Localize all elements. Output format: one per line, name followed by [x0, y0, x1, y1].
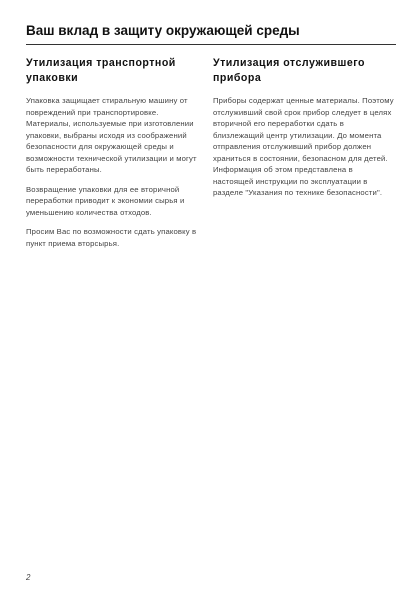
paragraph-packaging-3: Просим Вас по возможности сдать упаковку в пункт приема вторсырья. [26, 227, 197, 248]
section-heading-packaging: Утилизация транспортной упаковки [26, 57, 176, 84]
page-number: 2 [26, 573, 31, 582]
paragraph-old-appliance-1: Приборы содержат ценные материалы. Поэтому отслуживший свой срок прибор следует в целях вторичной его переработки сдать в близлежащий центр утилизации. До момента отправления отслуживший прибор должен храниться в состоянии, безопасном для детей. Информация об этом представлена в настоящей инструкции по эксплуатации в разделе "Указания по технике безопасности". [213, 96, 394, 197]
section-packaging-disposal [26, 56, 202, 257]
paragraph-packaging-1: Упаковка защищает стиральную машину от повреждений при транспортировке. Материалы, используемые при изготовлении упаковки, выбраны исходя из соображений безопасности для окружающей среды и возможности технической утилизации и могут быть переработаны. [26, 96, 197, 174]
page-title: Ваш вклад в защиту окружающей среды [26, 22, 396, 45]
section-heading-old-appliance: Утилизация отслужившего прибора [213, 57, 365, 84]
section-old-appliance-disposal [213, 56, 395, 207]
paragraph-packaging-2: Возвращение упаковки для ее вторичной переработки приводит к экономии сырья и уменьшению количества отходов. [26, 184, 185, 217]
